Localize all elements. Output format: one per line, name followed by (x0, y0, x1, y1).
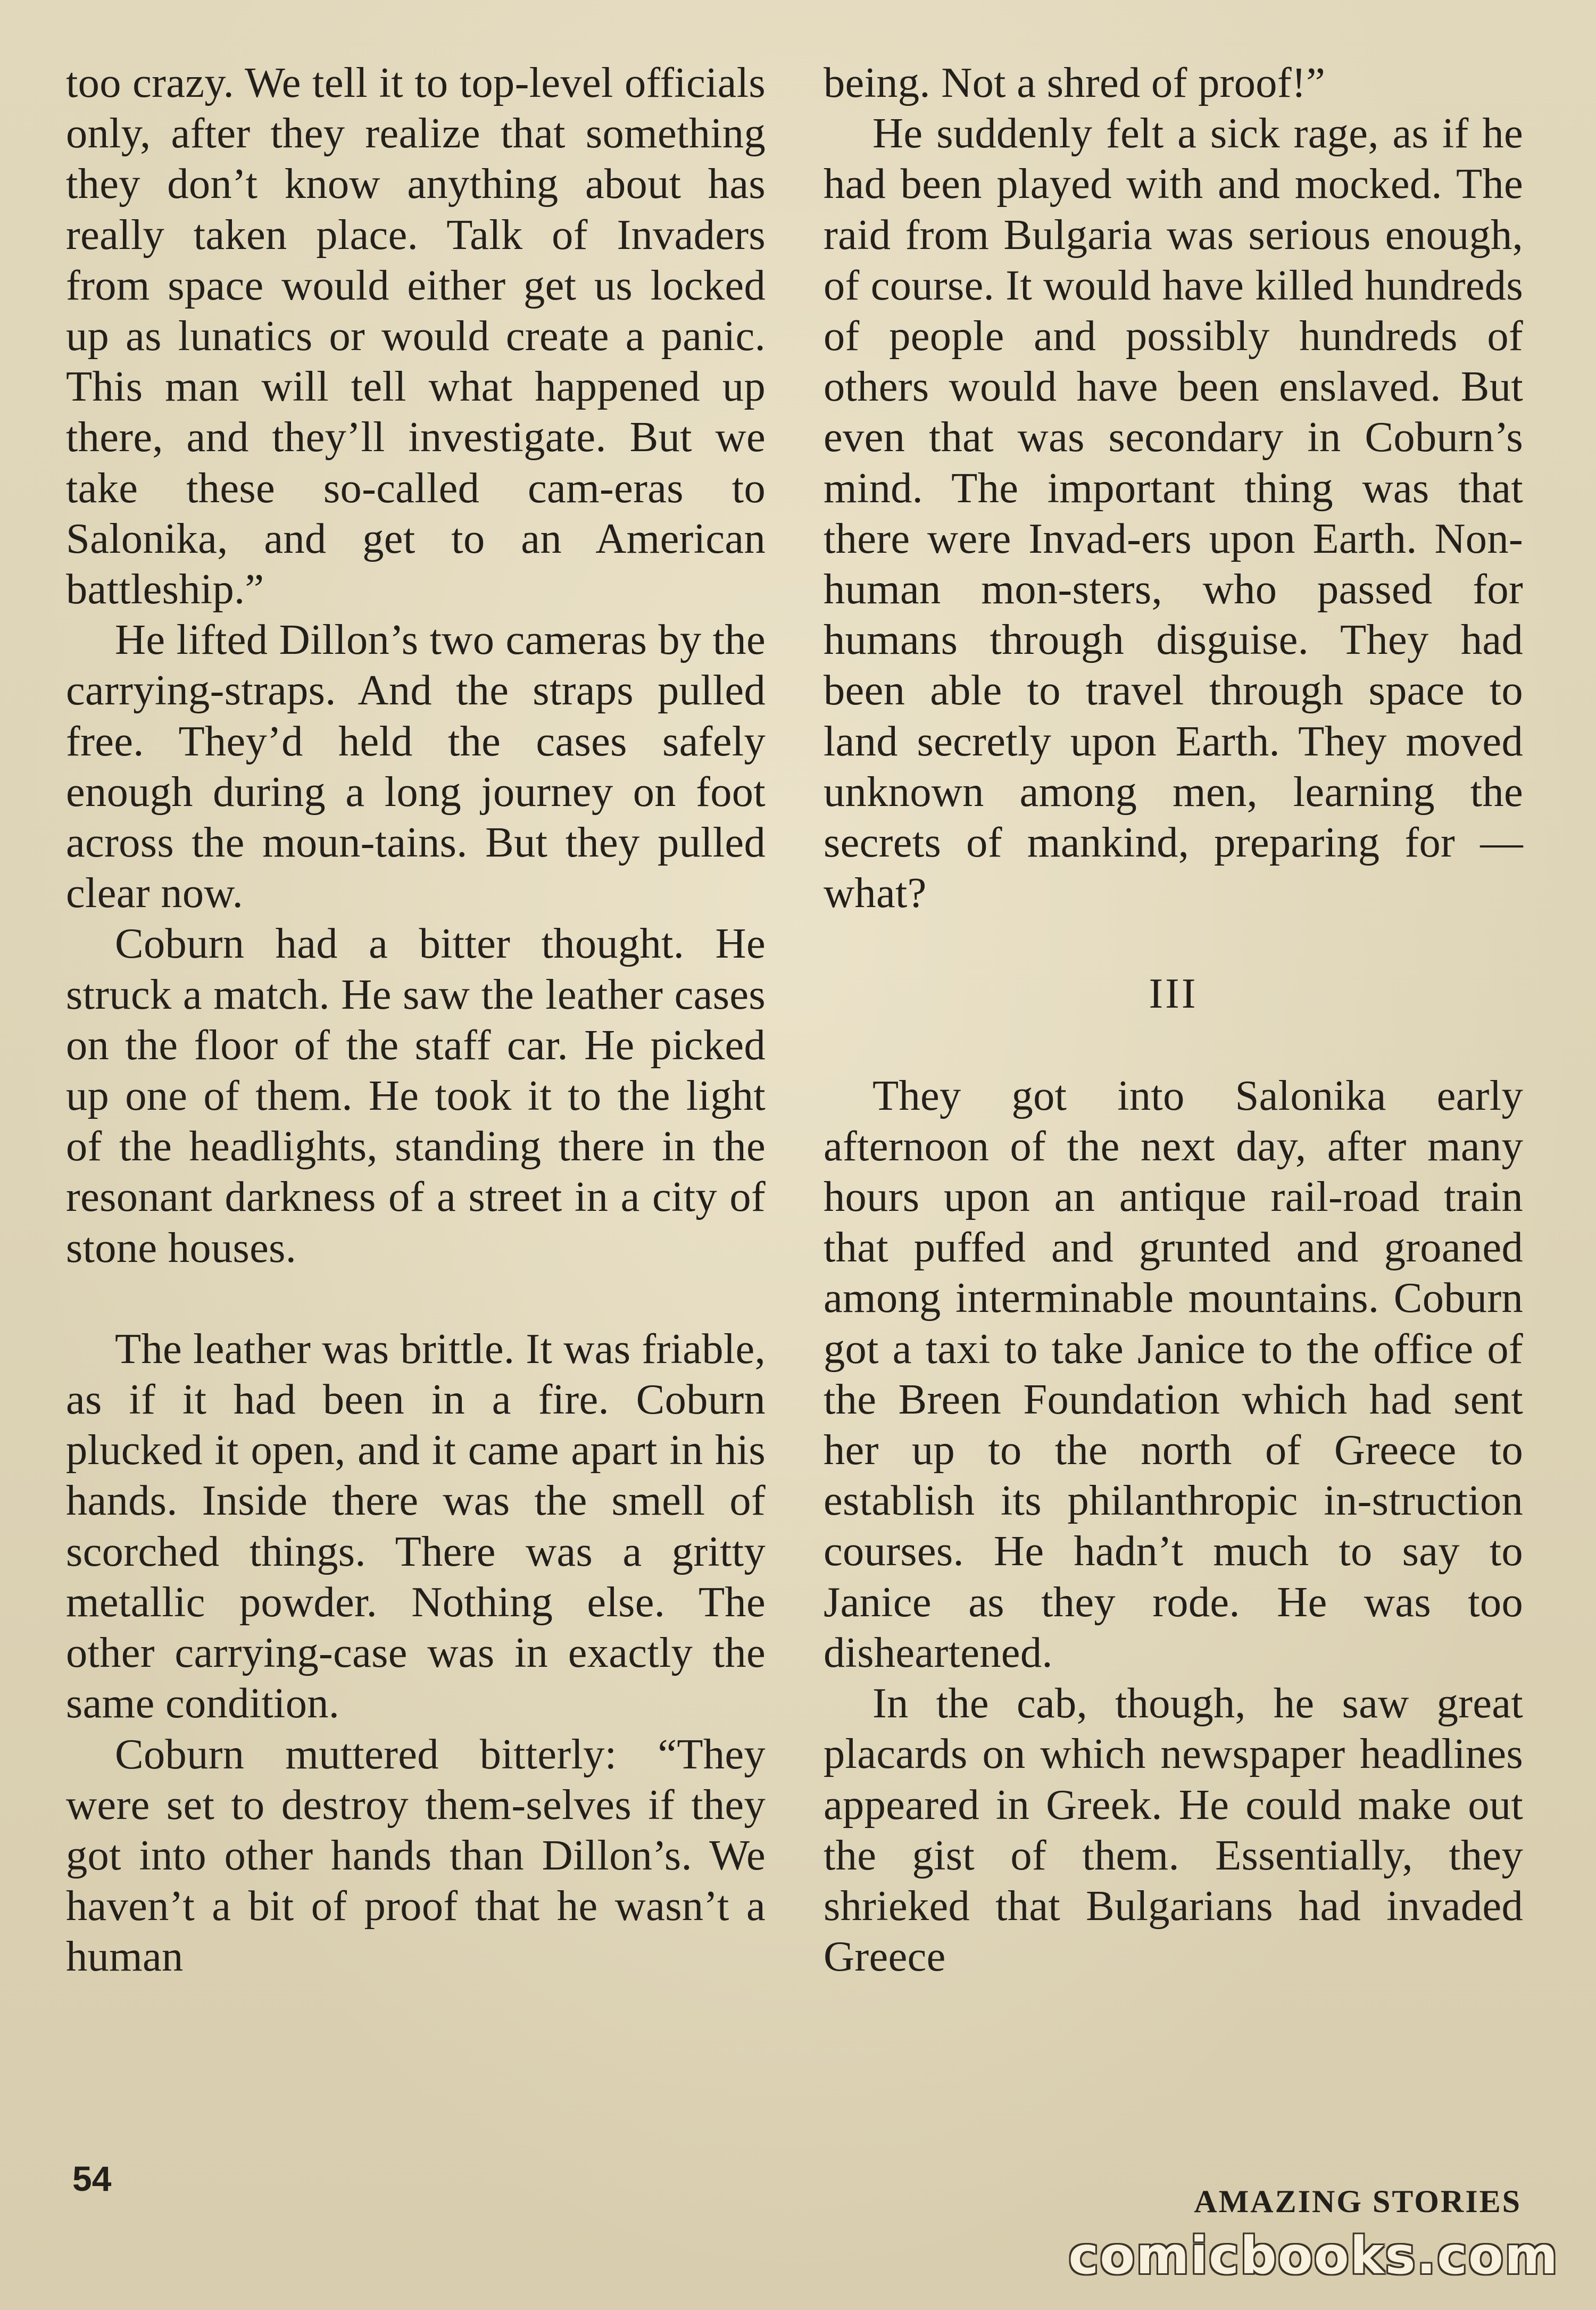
right-text-column (824, 57, 1523, 1982)
paragraph: being. Not a shred of proof!” (824, 59, 1326, 106)
chapter-heading: III (1149, 970, 1198, 1018)
paragraph: In the cab, though, he saw great placards on which newspaper headlines appeared in Greek. He could make out the gist of them. Essentially, they shrieked that Bulgarians had invaded Greece (824, 1680, 1523, 1981)
section-break (66, 1273, 766, 1324)
page-number: 54 (72, 2159, 112, 2198)
paragraph: The leather was brittle. It was friable, as if it had been in a fire. Coburn plucked it open, and it came apart in his hands. Inside there was the smell of scorched things. There was a gritty metallic powder. Nothing else. The other carrying-case was in exactly the same condition. (66, 1325, 766, 1727)
paragraph: They got into Salonika early afternoon of the next day, after many hours upon an antique rail-road train that puffed and grunted and groaned among interminable mountains. Coburn got a taxi to take Janice to the office of the Breen Foundation which had sent her up to the north of Greece to establish its philanthropic in-struction courses. He hadn’t much to say to Janice as they rode. He was too disheartened. (824, 1071, 1523, 1676)
watermark: comicbooks.com (1068, 2226, 1559, 2286)
magazine-title: AMAZING STORIES (1194, 2184, 1522, 2219)
left-text-column (66, 57, 766, 1982)
paragraph: Coburn muttered bitterly: “They were set to destroy them-selves if they got into other hands than Dillon’s. We haven’t a bit of proof that he wasn’t a human (66, 1730, 766, 1981)
paragraph: He lifted Dillon’s two cameras by the carrying-straps. And the straps pulled free. They’d held the cases safely enough during a long journey on foot across the moun-tains. But they pulled clear now. (66, 616, 766, 917)
section-break (824, 918, 1523, 969)
section-break (824, 1020, 1523, 1070)
paragraph: Coburn had a bitter thought. He struck a match. He saw the leather cases on the floor of the staff car. He picked up one of them. He took it to the light of the headlights, standing there in the resonant darkness of a street in a city of stone houses. (66, 920, 766, 1272)
paragraph: too crazy. We tell it to top-level officials only, after they realize that something they don’t know anything about has really taken place. Talk of Invaders from space would either get us locked up as lunatics or would create a panic. This man will tell what happened up there, and they’ll investigate. But we take these so-called cam-eras to Salonika, and get to an American battleship.” (66, 59, 766, 613)
paragraph: He suddenly felt a sick rage, as if he had been played with and mocked. The raid from Bulgaria was serious enough, of course. It would have killed hundreds of people and possibly hundreds of others would have been enslaved. But even that was secondary in Coburn’s mind. The important thing was that there were Invad-ers upon Earth. Non-human mon-sters, who passed for humans through disguise. They had been able to travel through space to land secretly upon Earth. They moved unknown among men, learning the secrets of mankind, preparing for — what? (824, 110, 1523, 917)
